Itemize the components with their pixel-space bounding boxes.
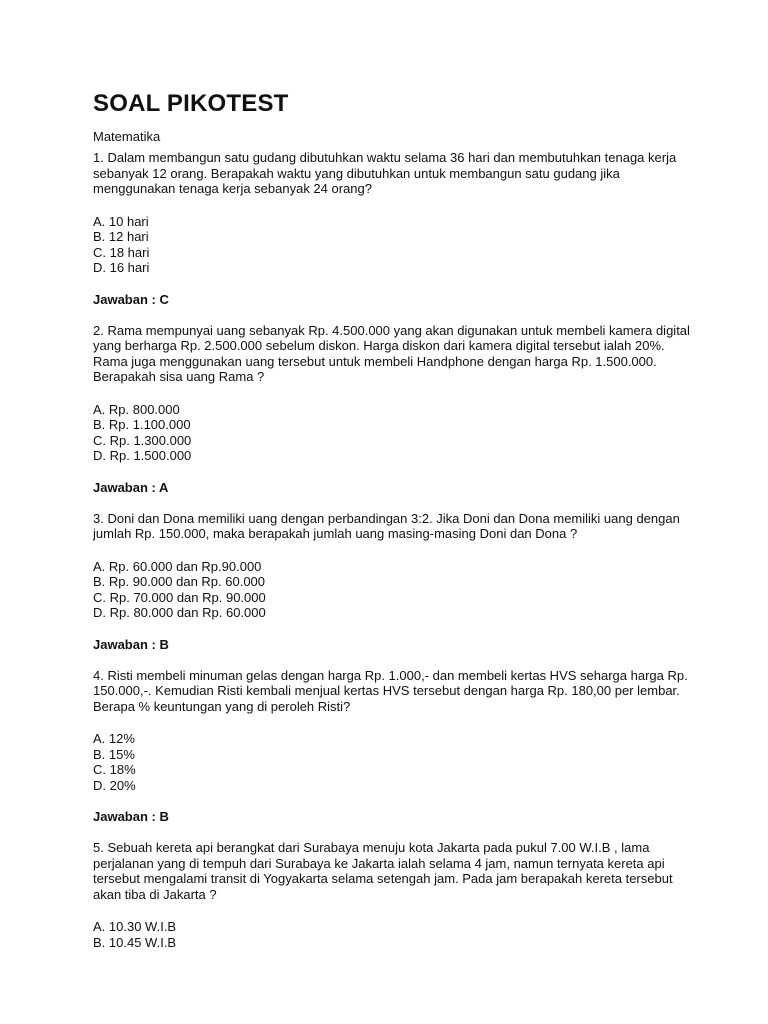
option-list — [93, 559, 693, 621]
option-c: C. Rp. 1.300.000 — [93, 432, 192, 448]
question-text: 3. Doni dan Dona memiliki uang dengan perbandingan 3:2. Jika Doni dan Dona memiliki uang dengan jumlah Rp. 150.000, maka berapakah jumlah uang masing-masing Doni dan Dona ? — [93, 510, 680, 541]
option-d: D. Rp. 80.000 dan Rp. 60.000 — [93, 605, 266, 620]
question-block-5 — [93, 840, 693, 950]
question-block-4 — [93, 668, 693, 825]
document-page — [93, 90, 693, 966]
option-d: D. 20% — [93, 777, 136, 793]
option-c: C. Rp. 70.000 dan Rp. 90.000 — [93, 589, 266, 605]
option-b: B. Rp. 1.100.000 — [93, 417, 191, 432]
answer-label: Jawaban : B — [93, 636, 169, 652]
document-title: SOAL PIKOTEST — [93, 90, 289, 117]
option-a: A. 10.30 W.I.B — [93, 919, 177, 934]
option-c: C. 18% — [93, 762, 136, 777]
option-b: B. Rp. 90.000 dan Rp. 60.000 — [93, 574, 266, 589]
option-a: A. Rp. 800.000 — [93, 401, 180, 417]
question-block-1 — [93, 150, 693, 307]
answer-label: Jawaban : B — [93, 809, 169, 824]
question-block-2 — [93, 323, 693, 495]
option-d: D. Rp. 1.500.000 — [93, 448, 192, 463]
option-d: D. 16 hari — [93, 260, 150, 275]
option-list — [93, 919, 693, 950]
question-text: 2. Rama mempunyai uang sebanyak Rp. 4.500.000 yang akan digunakan untuk membeli kamera digital yang berharga Rp. 2.500.000 sebelum diskon. Harga diskon dari kamera digital tersebut ialah 20%. Rama juga menggunakan uang tersebut untuk membeli Handphone dengan harga Rp. 1.500.000. Berapakah sisa uang Rama ? — [93, 322, 690, 384]
question-block-3 — [93, 511, 693, 652]
option-a: A. Rp. 60.000 dan Rp.90.000 — [93, 558, 262, 574]
answer-label: Jawaban : A — [93, 479, 169, 495]
question-text: 1. Dalam membangun satu gudang dibutuhkan waktu selama 36 hari dan membutuhkan tenaga kerja sebanyak 12 orang. Berapakah waktu yang dibutuhkan untuk membangun satu gudang jika menggunakan tenaga kerja sebanyak 24 orang? — [93, 150, 677, 196]
option-b: B. 15% — [93, 746, 135, 762]
answer-label: Jawaban : C — [93, 291, 169, 307]
option-list — [93, 214, 693, 276]
option-a: A. 10 hari — [93, 213, 149, 229]
subject-label: Matematika — [93, 129, 161, 144]
option-list — [93, 402, 693, 464]
option-b: B. 10.45 W.I.B — [93, 934, 177, 950]
option-b: B. 12 hari — [93, 229, 149, 244]
question-text: 4. Risti membeli minuman gelas dengan harga Rp. 1.000,- dan membeli kertas HVS seharga harga Rp. 150.000,-. Kemudian Risti kembali menjual kertas HVS tersebut dengan harga Rp. 180,00 per lembar. Berapa % keuntungan yang di peroleh Risti? — [93, 667, 688, 714]
option-list — [93, 731, 693, 793]
option-a: A. 12% — [93, 731, 135, 746]
question-text: 5. Sebuah kereta api berangkat dari Surabaya menuju kota Jakarta pada pukul 7.00 W.I.B , lama perjalanan yang di tempuh dari Surabaya ke Jakarta ialah selama 4 jam, namun ternyata kereta api tersebut mengalami transit di Yogyakarta selama setengah jam. Pada jam berapakah kereta tersebut akan tiba di Jakarta ? — [93, 840, 673, 902]
option-c: C. 18 hari — [93, 244, 150, 260]
